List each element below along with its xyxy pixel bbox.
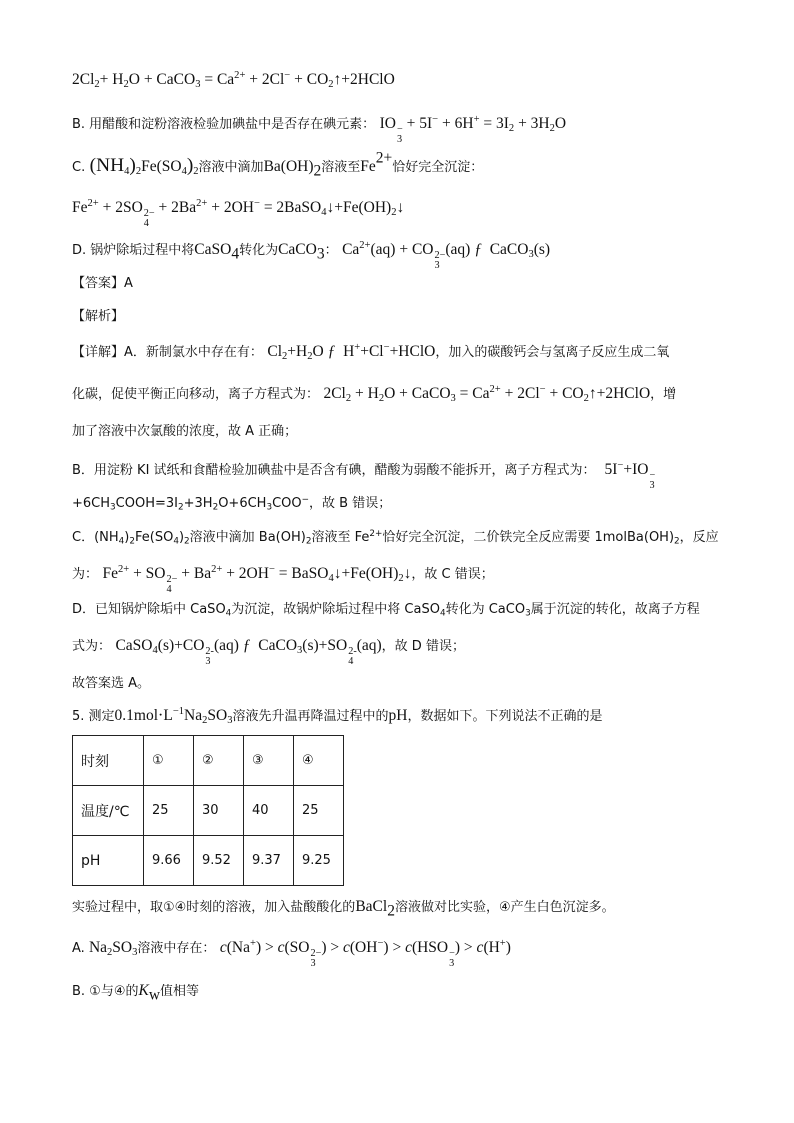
detail-a-line3: 加了溶液中次氯酸的浓度，故 A 正确；	[72, 424, 298, 439]
table-cell: 9.25	[294, 836, 344, 886]
row-header: pH	[73, 836, 144, 886]
choice-b: B. ①与④的$K_w$值相等	[72, 982, 200, 1004]
table-cell: 9.52	[194, 836, 244, 886]
answer-value: A	[124, 276, 133, 291]
table-cell: ④	[294, 736, 344, 786]
option-c: C. $(NH_4)_2Fe(SO_4)_2$溶液中滴加$Ba(OH)_2$溶液至$Fe^{2+}$恰好完全沉淀：	[72, 149, 484, 180]
table-cell: 25	[144, 786, 194, 836]
option-b: B. 用醋酸和淀粉溶液检验加碘盐中是否存在碘元素： IO − 3 + $5I^- + 6H^+ = 3I_2 + 3H_2O$	[72, 114, 567, 146]
table-cell: 25	[294, 786, 344, 836]
table-cell: ②	[194, 736, 244, 786]
detail-c-line2: 为： $Fe^{2+}$ + SO 2− 4 + $Ba^{2+} + 2OH^-$ = $BaSO_4↓+Fe(OH)_2↓$，故 C 错误；	[72, 564, 494, 596]
option-d: D. 锅炉除垢过程中将CaSO$_4$转化为CaCO$_3$： $Ca^{2+}(aq)$ + CO 2− 3 (aq) ƒ CaCO$_3$(s)	[72, 240, 551, 272]
table-row	[73, 786, 344, 836]
table-cell: ①	[144, 736, 194, 786]
answer-label: 【答案】	[72, 276, 125, 291]
detail-b-line2: $+6CH_3COOH=3I_2+3H_2O+6CH_3COO^-$，故 B 错误；	[72, 495, 392, 513]
table-cell: 40	[244, 786, 294, 836]
detail-c-line1: C．$(NH_4)_2Fe(SO_4)_2$溶液中滴加 $Ba(OH)_2$溶液至 $Fe^{2+}$恰好完全沉淀，二价铁完全反应需要 $1molBa(OH)_2$，反应	[72, 529, 719, 547]
choice-a: A. $Na_2SO_3$溶液中存在： c(Na+) > c(SO 2− 3 ) > c(OH−) > c(HSO − 3 ) > c(H+)	[72, 938, 511, 970]
equation-line: $2Cl_2+ H_2O$ + CaCO$_3$ = $Ca^{2+} + 2Cl^-$ + $CO_2↑+2HClO$	[72, 70, 395, 91]
table-cell: 9.37	[244, 836, 294, 886]
answer-line	[72, 274, 133, 294]
conclusion-line: 故答案选 A。	[72, 676, 151, 691]
data-table	[72, 735, 344, 886]
option-c-equation: $Fe^{2+} + 2SO$ 2− 4 + $2Ba^{2+} + 2OH^-$ = $2BaSO_4↓+Fe(OH)_2↓$	[72, 198, 405, 230]
table-row	[73, 836, 344, 886]
row-header: 时刻	[73, 736, 144, 786]
table-cell: 30	[194, 786, 244, 836]
question-5-stem: 5. 测定$0.1mol\cdot L^{-1}Na_2SO_3$溶液先升温再降温过程中的pH，数据如下。下列说法不正确的是	[72, 706, 603, 727]
experiment-line: 实验过程中，取①④时刻的溶液，加入盐酸酸化的BaCl$_2$溶液做对比实验，④产生白色沉淀多。	[72, 898, 615, 920]
detail-d-line1: D．已知锅炉除垢中 CaSO$_4$为沉淀，故锅炉除垢过程中将 CaSO$_4$转化为 CaCO$_3$属于沉淀的转化，故离子方程	[72, 602, 700, 619]
row-header: 温度/℃	[73, 786, 144, 836]
detail-a-line2: 化碳，促使平衡正向移动，离子方程式为： $2Cl_2 + H_2O$ + CaCO$_3$ = $Ca^{2+} + 2Cl^-$ + $CO_2↑+2HClO$，增	[72, 384, 677, 405]
analysis-label: 【解析】	[72, 309, 125, 324]
table-row	[73, 736, 344, 786]
detail-d-line2: 式为： CaSO$_4$(s)+CO 2- 3 (aq) ƒ CaCO$_3$(s)+SO 2- 4 (aq)，故 D 错误；	[72, 637, 465, 668]
table-cell: 9.66	[144, 836, 194, 886]
detail-a-line1: 【详解】A．新制氯水中存在有： $Cl_2+H_2O$ ƒ H++Cl−+HClO，加入的碳酸钙会与氢离子反应生成二氧	[72, 342, 670, 363]
detail-b-line1: B．用淀粉 KI 试纸和食醋检验加碘盐中是否含有碘，醋酸为弱酸不能拆开，离子方程式为： 5I−+IO − 3	[72, 460, 656, 492]
table-cell: ③	[244, 736, 294, 786]
